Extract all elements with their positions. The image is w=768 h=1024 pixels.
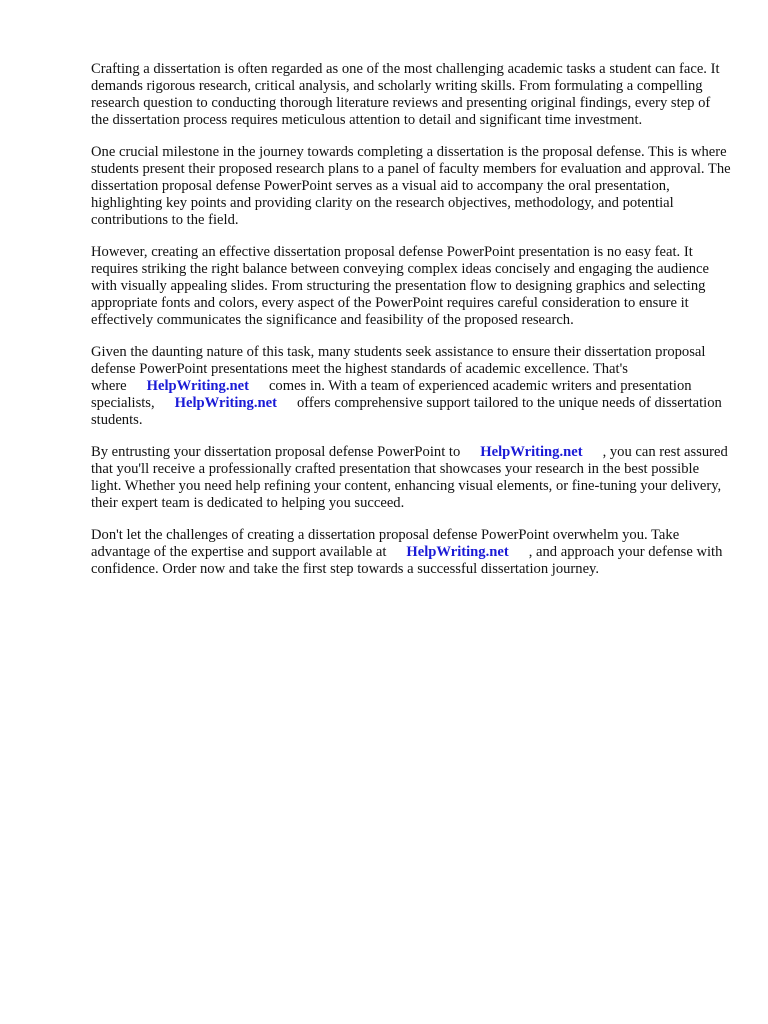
helpwriting-link-4[interactable]: HelpWriting.net bbox=[406, 544, 509, 560]
paragraph-assistance-text-c: offers comprehensive support tailored to the unique needs of dissertation students. bbox=[91, 395, 722, 428]
document-body bbox=[91, 61, 731, 593]
paragraph-assistance bbox=[91, 344, 731, 429]
paragraph-entrusting-text-b: , you can rest assured that you'll receive a professionally crafted presentation that showcases your research in the best possible light. Whether you need help refining your content, enhancing visual elements, or fine-tuning your delivery, their expert team is dedicated to helping you succeed. bbox=[91, 444, 728, 511]
paragraph-entrusting-text-a: By entrusting your dissertation proposal defense PowerPoint to bbox=[91, 444, 461, 460]
helpwriting-link-2[interactable]: HelpWriting.net bbox=[174, 395, 277, 411]
paragraph-assistance-text-b: comes in. With a team of experienced academic writers and presentation specialists, bbox=[91, 378, 692, 411]
paragraph-call-to-action bbox=[91, 527, 731, 578]
paragraph-entrusting bbox=[91, 444, 731, 512]
paragraph-assistance-text-a: Given the daunting nature of this task, many students seek assistance to ensure their dissertation proposal defense PowerPoint presentations meet the highest standards of academic excellence. That's where bbox=[91, 344, 706, 394]
paragraph-intro: Crafting a dissertation is often regarded as one of the most challenging academic tasks a student can face. It demands rigorous research, critical analysis, and scholarly writing skills. From formulating a compelling research question to conducting thorough literature reviews and presenting original findings, every step of the dissertation process requires meticulous attention to detail and significant time investment. bbox=[91, 61, 720, 128]
helpwriting-link-3[interactable]: HelpWriting.net bbox=[480, 444, 583, 460]
paragraph-cta-text-b: , and approach your defense with confidence. Order now and take the first step towards a successful dissertation journey. bbox=[91, 544, 723, 577]
paragraph-cta-text-a: Don't let the challenges of creating a dissertation proposal defense PowerPoint overwhelm you. Take advantage of the expertise and support available at bbox=[91, 527, 680, 560]
helpwriting-link-1[interactable]: HelpWriting.net bbox=[146, 378, 249, 394]
paragraph-proposal-defense: One crucial milestone in the journey towards completing a dissertation is the proposal defense. This is where students present their proposed research plans to a panel of faculty members for evaluation and approval. The dissertation proposal defense PowerPoint serves as a visual aid to accompany the oral presentation, highlighting key points and providing clarity on the research objectives, methodology, and potential contributions to the field. bbox=[91, 144, 731, 228]
paragraph-powerpoint-challenge: However, creating an effective dissertation proposal defense PowerPoint presentation is no easy feat. It requires striking the right balance between conveying complex ideas concisely and engaging the audience with visually appealing slides. From structuring the presentation flow to designing graphics and selecting appropriate fonts and colors, every aspect of the PowerPoint requires careful consideration to ensure it effectively communicates the significance and feasibility of the proposed research. bbox=[91, 244, 709, 328]
